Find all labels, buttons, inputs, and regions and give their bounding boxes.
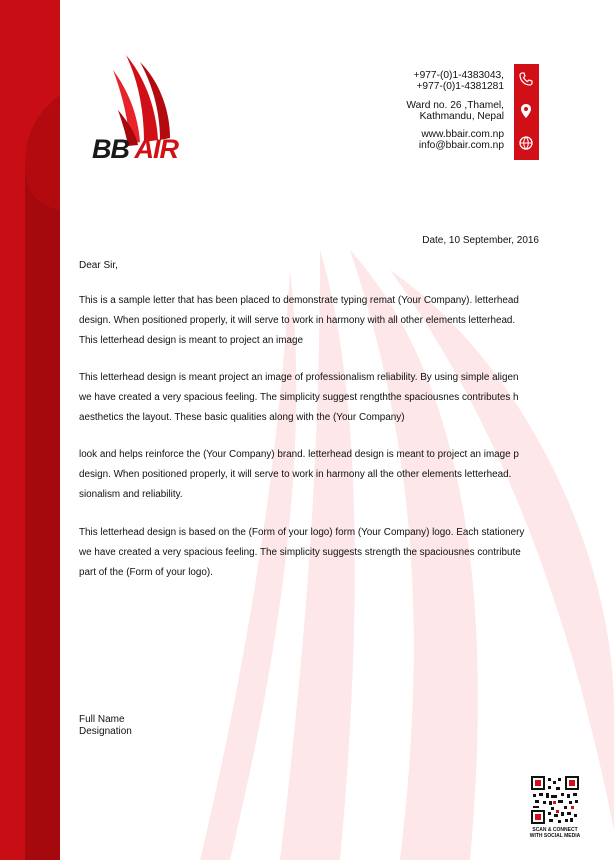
letter-date: Date, 10 September, 2016	[422, 235, 539, 246]
paragraph-line: This letterhead design is meant project an image of professionalism reliability. By using simple aligen	[79, 372, 519, 383]
website[interactable]: www.bbair.com.np	[421, 129, 504, 140]
contact-web	[419, 129, 504, 151]
phone-icon	[517, 70, 535, 88]
paragraph-1	[79, 291, 569, 351]
paragraph-line: part of the (Form of your logo).	[79, 567, 213, 578]
paragraph-line: This letterhead design is based on the (Form of your logo) form (Your Company) logo. Each stationery	[79, 527, 525, 538]
paragraph-4	[79, 523, 569, 583]
paragraph-2	[79, 368, 569, 428]
phone-line-2: +977-(0)1-4381281	[416, 81, 504, 92]
paragraph-3	[79, 445, 569, 505]
location-pin-icon	[517, 102, 535, 120]
signature-name: Full Name	[79, 714, 125, 725]
signature-title: Designation	[79, 726, 132, 737]
address-line-2: Kathmandu, Nepal	[419, 111, 504, 122]
phone-line-1: +977-(0)1-4383043,	[413, 70, 504, 81]
email[interactable]: info@bbair.com.np	[418, 140, 504, 151]
qr-caption-line-1: SCAN & CONNECT	[532, 827, 578, 833]
globe-icon	[517, 134, 535, 152]
paragraph-line: look and helps reinforce the (Your Company) brand. letterhead design is meant to project an image p	[79, 449, 519, 460]
company-name-bb: BB	[92, 134, 129, 164]
qr-caption-line-2: WITH SOCIAL MEDIA	[529, 833, 581, 839]
paragraph-line: design. When positioned properly, it will serve to work in harmony with all other elements letterhead.	[79, 315, 516, 326]
left-red-band	[0, 0, 60, 860]
paragraph-line: we have created a very spacious feeling. The simplicity suggest rengththe spaciousnes contributes h	[79, 392, 519, 403]
paragraph-line: sionalism and reliability.	[79, 489, 183, 500]
paragraph-line: This is a sample letter that has been placed to demonstrate typing remat (Your Company). letterhead	[79, 295, 519, 306]
company-name-air: AIR	[134, 134, 178, 164]
contact-address	[406, 100, 504, 122]
paragraph-line: aesthetics the layout. These basic qualities along with the (Your Company)	[79, 412, 405, 423]
address-line-1: Ward no. 26 ,Thamel,	[406, 100, 504, 111]
qr-caption	[524, 827, 586, 839]
paragraph-line: design. When positioned properly, it will serve to work in harmony all the other elements letterhead.	[79, 469, 512, 480]
qr-code-icon[interactable]	[531, 776, 579, 824]
paragraph-line: This letterhead design is meant to project an image	[79, 335, 303, 346]
salutation: Dear Sir,	[79, 260, 118, 271]
paragraph-line: we have created a very spacious feeling. The simplicity suggests strength the spaciousnes contribute	[79, 547, 521, 558]
company-name	[92, 134, 178, 165]
contact-phones	[414, 70, 504, 92]
